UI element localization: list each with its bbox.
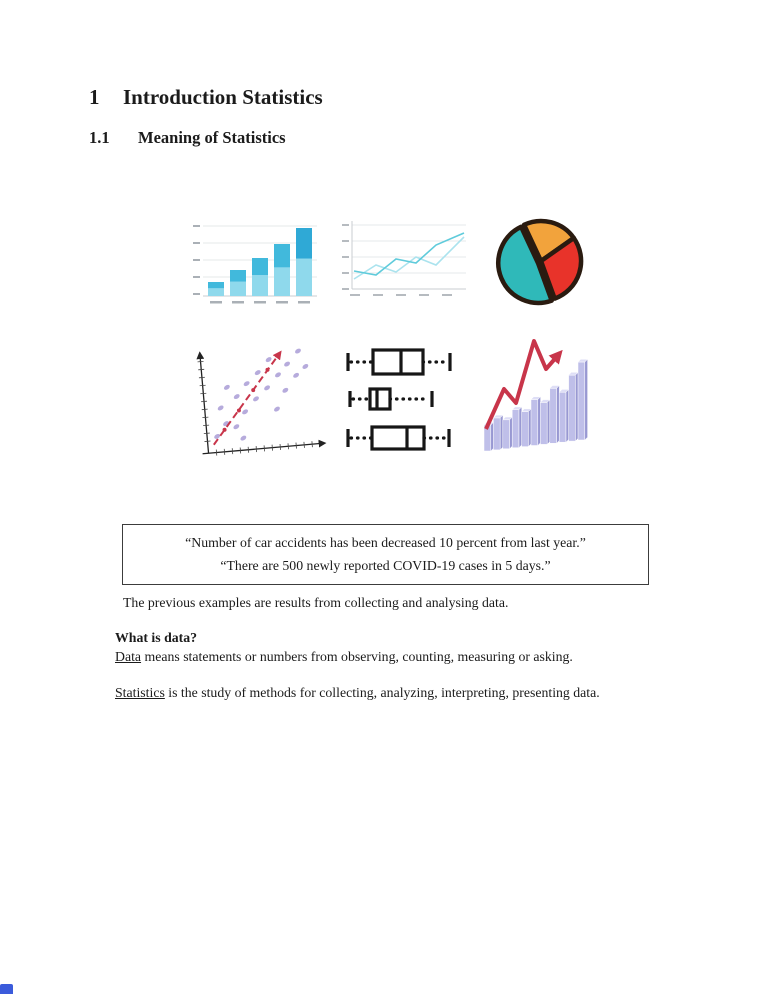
subsection-title: Meaning of Statistics [138,128,286,147]
data-definition [115,648,573,666]
bar-chart-image [185,212,320,310]
scatter-ticks [198,353,313,457]
page-corner-artifact [0,984,13,994]
statistics-figure-collage [180,205,600,475]
bar-chart-bars [208,228,312,296]
data-term: Data [115,649,142,664]
subsection-heading [89,128,286,148]
statistics-term: Statistics [115,685,165,700]
section-heading [89,85,323,110]
bar3d-chart-image [482,325,594,460]
quote-line-1: “Number of car accidents has been decreased 10 percent from last year.” [185,535,586,550]
regression-line [206,353,287,445]
scatter-x-axis [203,443,325,454]
statistics-definition [115,684,600,702]
line-chart-image [340,215,470,303]
data-definition-rest: means statements or numbers from observing, counting, measuring or asking. [141,649,573,664]
section-number: 1 [89,85,100,109]
line-chart-gridlines [352,225,466,273]
box-plot-rows [348,350,450,449]
scatter-points [206,347,315,444]
intro-paragraph: The previous examples are results from collecting and analysing data. [123,595,509,610]
example-quote-box [122,524,649,585]
pie-chart-image [486,207,591,315]
section-title: Introduction Statistics [123,85,323,109]
box-plots-image [343,345,463,452]
subsection-number: 1.1 [89,128,110,147]
scatter-y-axis [200,354,209,454]
statistics-definition-rest: is the study of methods for collecting, analyzing, interpreting, presenting data. [164,685,600,700]
pie-slices [498,221,581,303]
scatter-plot-image [182,333,329,465]
what-is-data-heading: What is data? [115,630,198,645]
scatter-content [194,344,325,457]
quote-line-2: “There are 500 newly reported COVID-19 cases in 5 days.” [220,558,551,573]
bar3d-bars [484,359,588,451]
